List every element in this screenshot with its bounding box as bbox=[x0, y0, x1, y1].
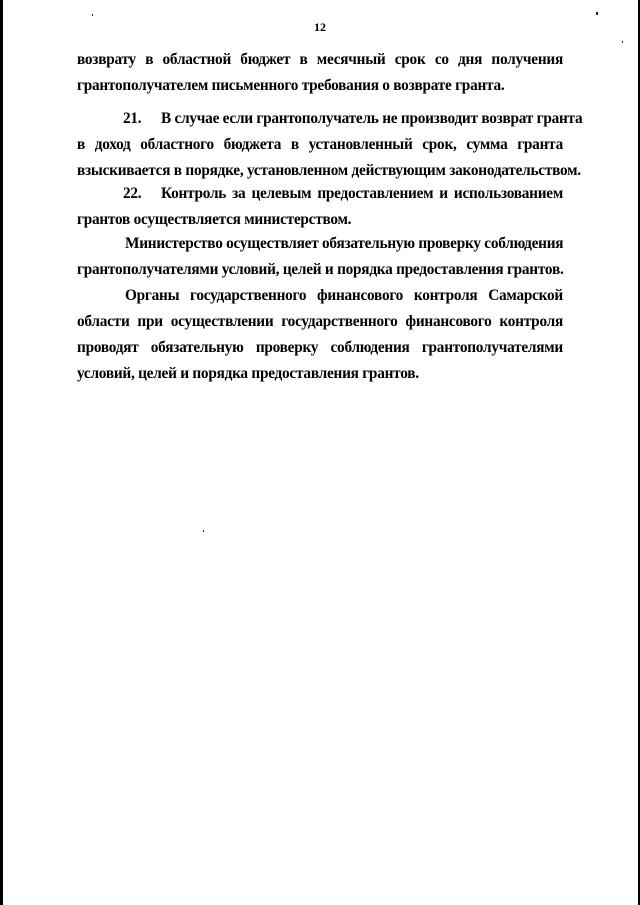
scan-speck bbox=[596, 12, 598, 15]
text-line: в доход областного бюджета в установленный срок, сумма гранта bbox=[77, 136, 563, 153]
text-line: грантополучателями условий, целей и порядка предоставления грантов. bbox=[77, 261, 564, 278]
text-line: грантополучателем письменного требования о возврате гранта. bbox=[77, 77, 505, 94]
text-line: Министерство осуществляет обязательную проверку соблюдения bbox=[125, 235, 564, 252]
text-line: условий, целей и порядка предоставления грантов. bbox=[77, 365, 419, 382]
text-line bbox=[77, 106, 583, 132]
clause-21 bbox=[77, 106, 583, 184]
clause-number: 22. bbox=[123, 185, 142, 202]
scan-edge-left bbox=[0, 0, 3, 905]
text-line bbox=[77, 181, 563, 207]
scan-speck bbox=[92, 14, 93, 16]
scan-speck bbox=[622, 41, 623, 43]
text-line: Органы государственного финансового контроля Самарской bbox=[125, 287, 563, 304]
clause-text: В случае если грантополучатель не производит возврат гранта bbox=[161, 110, 583, 127]
text-line: грантов осуществляется министерством. bbox=[77, 211, 352, 228]
clause-number: 21. bbox=[123, 110, 142, 127]
paragraph-continuation bbox=[77, 47, 563, 99]
clause-22 bbox=[77, 181, 563, 233]
text-line: области при осуществлении государственного финансового контроля bbox=[77, 313, 563, 330]
paragraph-ministry-check bbox=[77, 231, 563, 283]
scan-speck bbox=[203, 530, 204, 532]
page-number: 12 bbox=[314, 20, 326, 34]
text-line: взыскивается в порядке, установленном действующим законодательством. bbox=[77, 162, 581, 179]
text-line: проводят обязательную проверку соблюдения грантополучателями bbox=[77, 339, 563, 356]
text-line: возврату в областной бюджет в месячный срок со дня получения bbox=[77, 51, 563, 68]
paragraph-state-control bbox=[77, 283, 563, 387]
clause-text: Контроль за целевым предоставлением и использованием bbox=[161, 185, 563, 202]
